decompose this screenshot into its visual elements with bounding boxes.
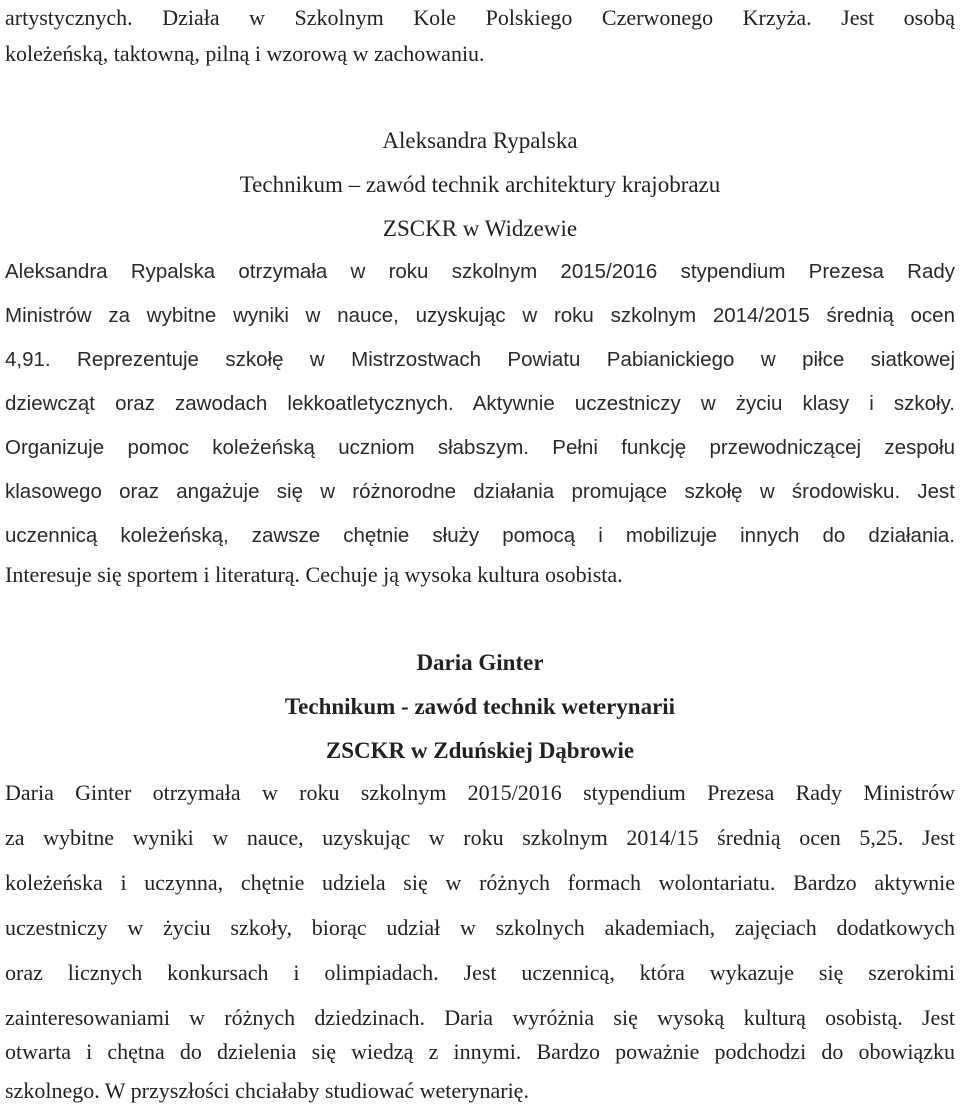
paragraph-line: uczestniczy w życiu szkoły, biorąc udział w szkolnych akademiach, zajęciach dodatkowych [5, 915, 955, 940]
paragraph-line: klasowego oraz angażuje się w różnorodne działania promujące szkołę w środowisku. Jest [5, 480, 955, 503]
paragraph-line: Organizuje pomoc koleżeńską uczniom słabszym. Pełni funkcję przewodniczącej zespołu [5, 436, 955, 459]
school-name-heading: ZSCKR w Zduńskiej Dąbrowie [325, 738, 635, 763]
paragraph-line: dziewcząt oraz zawodach lekkoatletycznych. Aktywnie uczestniczy w życiu klasy i szkoły. [5, 392, 955, 415]
school-type-heading: Technikum – zawód technik architektury krajobrazu [239, 172, 721, 197]
paragraph-line: otwarta i chętna do dzielenia się wiedzą z innymi. Bardzo poważnie podchodzi do obowiązku [5, 1039, 955, 1064]
student-name-heading: Aleksandra Rypalska [382, 128, 578, 153]
student-name-heading: Daria Ginter [416, 650, 544, 675]
paragraph-line: uczennicą koleżeńską, zawsze chętnie służy pomocą i mobilizuje innych do działania. [5, 524, 955, 547]
paragraph-line: Daria Ginter otrzymała w roku szkolnym 2015/2016 stypendium Prezesa Rady Ministrów [5, 780, 955, 805]
paragraph-line: zainteresowaniami w różnych dziedzinach. Daria wyróżnia się wysoką kulturą osobistą. Jest [5, 1005, 955, 1030]
school-name-heading: ZSCKR w Widzewie [382, 216, 578, 241]
paragraph-line: oraz licznych konkursach i olimpiadach. Jest uczennicą, która wykazuje się szerokimi [5, 960, 955, 985]
paragraph-line: artystycznych. Działa w Szkolnym Kole Polskiego Czerwonego Krzyża. Jest osobą [5, 5, 955, 30]
school-type-heading: Technikum - zawód technik weterynarii [284, 694, 676, 719]
paragraph-line: Aleksandra Rypalska otrzymała w roku szkolnym 2015/2016 stypendium Prezesa Rady [5, 260, 955, 283]
paragraph-line: za wybitne wyniki w nauce, uzyskując w roku szkolnym 2014/15 średnią ocen 5,25. Jest [5, 825, 955, 850]
paragraph-line: koleżeńska i uczynna, chętnie udziela się w różnych formach wolontariatu. Bardzo aktywnie [5, 870, 955, 895]
paragraph-line: Interesuje się sportem i literaturą. Cechuje ją wysoka kultura osobista. [5, 562, 623, 587]
paragraph-line: szkolnego. W przyszłości chciałaby studiować weterynarię. [5, 1078, 529, 1103]
paragraph-line: Ministrów za wybitne wyniki w nauce, uzyskując w roku szkolnym 2014/2015 średnią ocen [5, 304, 955, 327]
paragraph-line: 4,91. Reprezentuje szkołę w Mistrzostwach Powiatu Pabianickiego w piłce siatkowej [5, 348, 955, 371]
paragraph-line: koleżeńską, taktowną, pilną i wzorową w zachowaniu. [5, 41, 485, 66]
